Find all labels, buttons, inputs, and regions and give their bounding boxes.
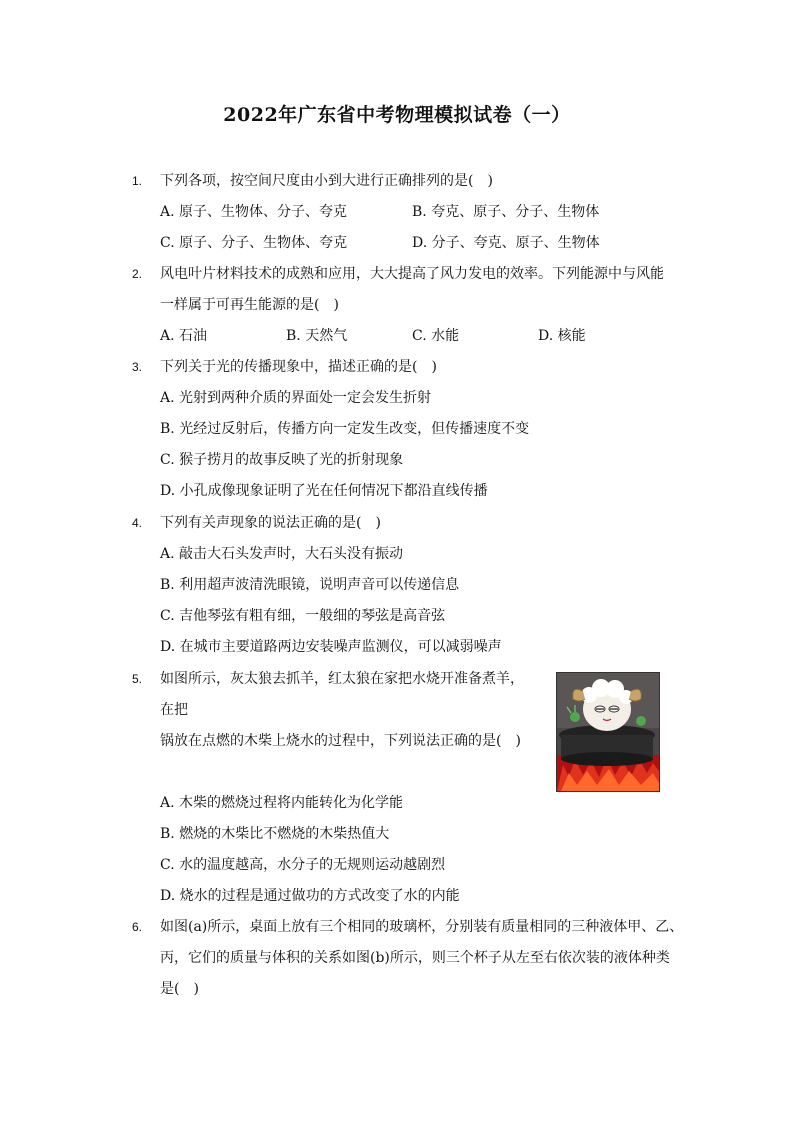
option-c: C. 吉他琴弦有粗有细，一般细的琴弦是高音弦 — [160, 608, 446, 624]
question-2 — [132, 259, 692, 352]
question-number: 3. — [132, 360, 143, 374]
question-stem-line-1: 如图所示，灰太狼去抓羊，红太狼在家把水烧开准备煮羊，在把 — [160, 671, 524, 718]
question-stem-line-1: 风电叶片材料技术的成熟和应用，大大提高了风力发电的效率。下列能源中与风能 — [160, 266, 664, 282]
question-number: 5. — [132, 672, 143, 686]
option-a: A. 木柴的燃烧过程将内能转化为化学能 — [160, 795, 404, 811]
option-c: C. 水的温度越高，水分子的无规则运动越剧烈 — [160, 857, 446, 873]
question-3 — [132, 352, 692, 507]
option-c: C. 原子、分子、生物体、夸克 — [160, 235, 348, 251]
question-stem-line-1: 如图(a)所示，桌面上放有三个相同的玻璃杯，分别装有质量相同的三种液体甲、乙、 — [160, 919, 684, 935]
option-b: B. 利用超声波清洗眼镜，说明声音可以传递信息 — [160, 577, 460, 593]
question-stem: 下列关于光的传播现象中，描述正确的是( ) — [160, 359, 437, 375]
question-stem: 下列有关声现象的说法正确的是( ) — [160, 515, 381, 531]
option-d: D. 分子、夸克、原子、生物体 — [412, 235, 600, 251]
question-stem-line-3: 是( ) — [160, 981, 199, 997]
question-number: 1. — [132, 174, 143, 188]
option-c: C. 猴子捞月的故事反映了光的折射现象 — [160, 452, 404, 468]
option-a: A. 原子、生物体、分子、夸克 — [160, 204, 348, 220]
option-b: B. 燃烧的木柴比不燃烧的木柴热值大 — [160, 826, 390, 842]
option-b: B. 光经过反射后，传播方向一定发生改变，但传播速度不变 — [160, 421, 530, 437]
option-d: D. 在城市主要道路两边安装噪声监测仪，可以减弱噪声 — [160, 639, 502, 655]
question-number: 2. — [132, 267, 143, 281]
question-stem-line-2: 一样属于可再生能源的是( ) — [160, 297, 339, 313]
question-stem-line-2: 锅放在点燃的木柴上烧水的过程中，下列说法正确的是( ) — [160, 733, 521, 749]
option-d: D. 核能 — [538, 328, 586, 344]
option-c: C. 水能 — [412, 328, 460, 344]
cartoon-illustration — [557, 673, 659, 791]
question-6 — [132, 912, 692, 1005]
question-stem: 下列各项，按空间尺度由小到大进行正确排列的是( ) — [160, 173, 493, 189]
question-5 — [132, 664, 532, 757]
question-4 — [132, 508, 692, 663]
option-b: B. 夸克、原子、分子、生物体 — [412, 204, 600, 220]
option-a: A. 光射到两种介质的界面处一定会发生折射 — [160, 390, 432, 406]
question-stem-line-2: 丙，它们的质量与体积的关系如图(b)所示，则三个杯子从左至右依次装的液体种类 — [160, 950, 670, 966]
question-number: 6. — [132, 920, 143, 934]
question-1 — [132, 166, 692, 259]
cartoon-sheep-in-pot-image — [556, 672, 660, 792]
question-5-options — [132, 788, 692, 912]
option-b: B. 天然气 — [286, 328, 348, 344]
option-d: D. 烧水的过程是通过做功的方式改变了水的内能 — [160, 888, 460, 904]
option-d: D. 小孔成像现象证明了光在任何情况下都沿直线传播 — [160, 483, 488, 499]
option-a: A. 石油 — [160, 328, 208, 344]
question-number: 4. — [132, 516, 143, 530]
option-a: A. 敲击大石头发声时，大石头没有振动 — [160, 546, 404, 562]
page-title: 2022年广东省中考物理模拟试卷（一） — [223, 104, 571, 126]
